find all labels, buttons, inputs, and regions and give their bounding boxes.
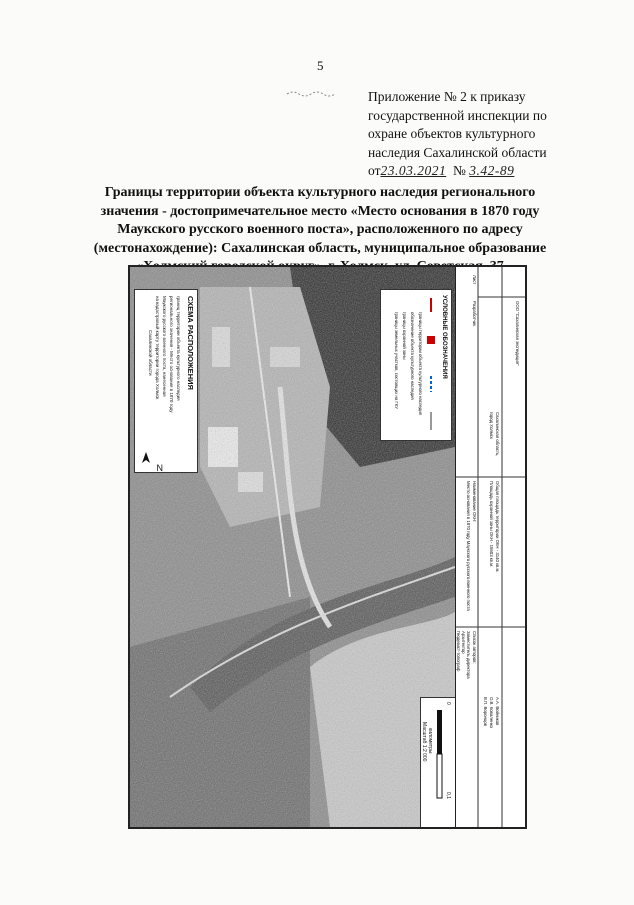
handwritten-number: 3.42-89 (469, 163, 515, 178)
scheme-heading: СХЕМА РАСПОЛОЖЕНИЯ (186, 296, 195, 390)
number-prefix: № (452, 163, 466, 178)
title-line-1: Границы территории объекта культурного наследия регионального (104, 185, 536, 200)
city: город Холмск (489, 412, 494, 439)
scan-scribble (285, 88, 345, 98)
north-label: N (156, 463, 164, 473)
legend-item-1: границы территории объекта культурного наследия (418, 312, 423, 415)
legend-item-4: границы земельных участков, состоящих на ГКУ (394, 312, 399, 410)
date-prefix: от (368, 163, 381, 178)
appendix-line-1: Приложение № 2 к приказу (368, 89, 526, 104)
scheme-text-1: границ территории объекта культурного наследия (176, 296, 181, 401)
title-block (455, 267, 526, 827)
title-line-3: Маукского русского военного поста», расположенного по адресу (117, 222, 523, 237)
author-name-1: А.А. Войников (495, 697, 500, 726)
author-role-3: Геодезист-топограф (456, 631, 461, 672)
author-name-2: О.В. Коваленко (489, 697, 494, 728)
scale-tick-1: 0,1 (445, 792, 451, 799)
object-name-label: Наименование ОКН: (472, 481, 477, 523)
scale-units: километры (427, 728, 433, 754)
author-name-3: В.П. Воронцов (483, 697, 488, 727)
object-name: Место основания в 1870 году Маукского русского военного поста (466, 481, 471, 611)
scheme-text-5: Сахалинской области (148, 330, 153, 376)
scale-label: Масштаб 1:2 000 (421, 722, 427, 762)
appendix-date-line (368, 162, 560, 181)
document-title (70, 184, 570, 277)
scheme-box (134, 289, 198, 473)
area-territory: Общая площадь территории ОКН - 3140 кв.м. (495, 481, 500, 573)
region: Сахалинская область, (495, 412, 500, 457)
scale-tick-0: 0 (445, 702, 451, 705)
scheme-text-2: регионального значения - Место основания в 1870 году (169, 296, 174, 413)
legend-heading: УСЛОВНЫЕ ОБОЗНАЧЕНИЯ (441, 295, 447, 379)
authors-label: Список авторов: (472, 631, 477, 664)
author-role-1: Заместитель директора (466, 631, 471, 679)
scale-box (420, 697, 456, 829)
handwritten-date: 23.03.2021 (380, 163, 447, 178)
north-arrow (138, 451, 163, 473)
legend-item-2: обозначение объекта культурного наследия (410, 312, 415, 400)
legend-box (380, 289, 452, 441)
scale-bar (435, 710, 445, 800)
author-role-2: Архитектор (461, 631, 466, 654)
appendix-block (368, 88, 560, 181)
scheme-text-3: Маукского русского военного поста, нанесенная (162, 296, 167, 397)
map-sheet (128, 265, 527, 829)
developer-label: Разработчик (472, 301, 477, 327)
developer: ООО "Сахалинская экспедиция" (515, 301, 520, 366)
appendix-line-2: государственной инспекции по (368, 107, 547, 123)
page-number: 5 (317, 58, 324, 73)
north-arrow-icon (138, 451, 154, 471)
title-line-4: (местонахождение): Сахалинская область, муниципальное образование (93, 240, 547, 256)
area-zone: Площадь охранной зоны ОКН - 15503 кв.м. (489, 481, 494, 568)
appendix-line-4: наследия Сахалинской области (368, 144, 547, 160)
title-line-2: значения - достопримечательное место «Место основания в 1870 году (100, 203, 540, 219)
appendix-line-3: охране объектов культурного (368, 126, 536, 141)
legend-item-3: границы охранной зоны (402, 312, 407, 360)
scheme-text-4: на кадастровый карту территории города Холмск (155, 296, 160, 400)
legend-symbols (425, 296, 445, 436)
sheet-label: Лист (472, 275, 477, 285)
